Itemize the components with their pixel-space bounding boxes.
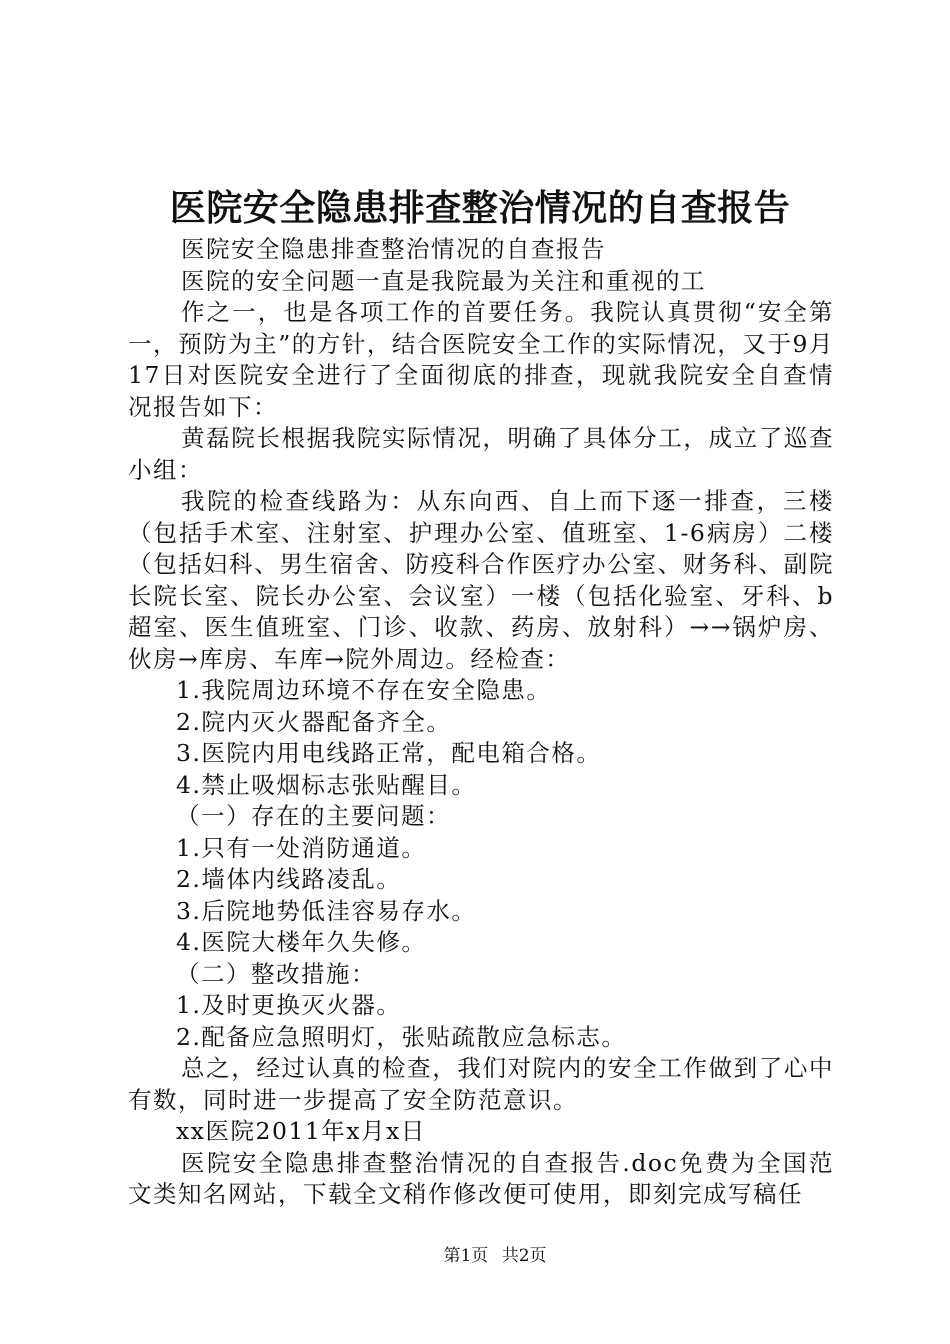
document-body	[128, 234, 834, 1211]
section-heading-problems: （一）存在的主要问题：	[176, 802, 451, 830]
paragraph-subtitle: 医院安全隐患排查整治情况的自查报告	[181, 235, 606, 263]
paragraph-team: 黄磊院长根据我院实际情况，明确了具体分工，成立了巡查小组：	[128, 424, 834, 484]
measure-item: 1.及时更换灭火器。	[176, 991, 402, 1019]
paragraph-download-note: 医院安全隐患排查整治情况的自查报告.doc免费为全国范文类知名网站，下载全文稍作修改便可使用，即刻完成写稿任	[128, 1148, 834, 1208]
problem-item: 2.墙体内线路凌乱。	[176, 865, 402, 893]
problem-item: 3.后院地势低洼容易存水。	[176, 896, 477, 925]
finding-item: 1.我院周边环境不存在安全隐患。	[176, 676, 552, 704]
document-title: 医院安全隐患排查整治情况的自查报告	[169, 187, 791, 229]
finding-item: 2.院内灭火器配备齐全。	[176, 707, 452, 736]
problem-item: 1.只有一处消防通道。	[176, 833, 427, 862]
signature-date: xx医院2011年x月x日	[176, 1117, 426, 1145]
page-footer	[0, 1245, 950, 1267]
finding-item: 3.医院内用电线路正常，配电箱合格。	[176, 739, 602, 767]
page-total: 共2页	[501, 1246, 547, 1266]
paragraph-summary: 总之，经过认真的检查，我们对院内的安全工作做到了心中有数，同时进一步提高了安全防范意识。	[128, 1054, 834, 1114]
problem-item: 4.医院大楼年久失修。	[176, 928, 427, 956]
paragraph-intro-line: 医院的安全问题一直是我院最为关注和重视的工	[181, 266, 706, 295]
measure-item: 2.配备应急照明灯，张贴疏散应急标志。	[176, 1022, 627, 1051]
section-heading-measures: （二）整改措施：	[176, 959, 376, 988]
paragraph-intro: 作之一，也是各项工作的首要任务。我院认真贯彻“安全第一，预防为主”的方针，结合医院安全工作的实际情况，又于9月17日对医院安全进行了全面彻底的排查，现就我院安全自查情况报告如下：	[128, 298, 834, 421]
paragraph-route: 我院的检查线路为：从东向西、自上而下逐一排查，三楼（包括手术室、注射室、护理办公室、值班室、1-6病房）二楼（包括妇科、男生宿舍、防疫科合作医疗办公室、财务科、副院长院长室、院长办公室、会议室）一楼（包括化验室、牙科、b超室、医生值班室、门诊、收款、药房、放射科）→→锅炉房、伙房→库房、车库→院外周边。经检查：	[128, 487, 834, 673]
page-number: 第1页	[443, 1246, 489, 1266]
finding-item: 4.禁止吸烟标志张贴醒目。	[176, 770, 477, 799]
